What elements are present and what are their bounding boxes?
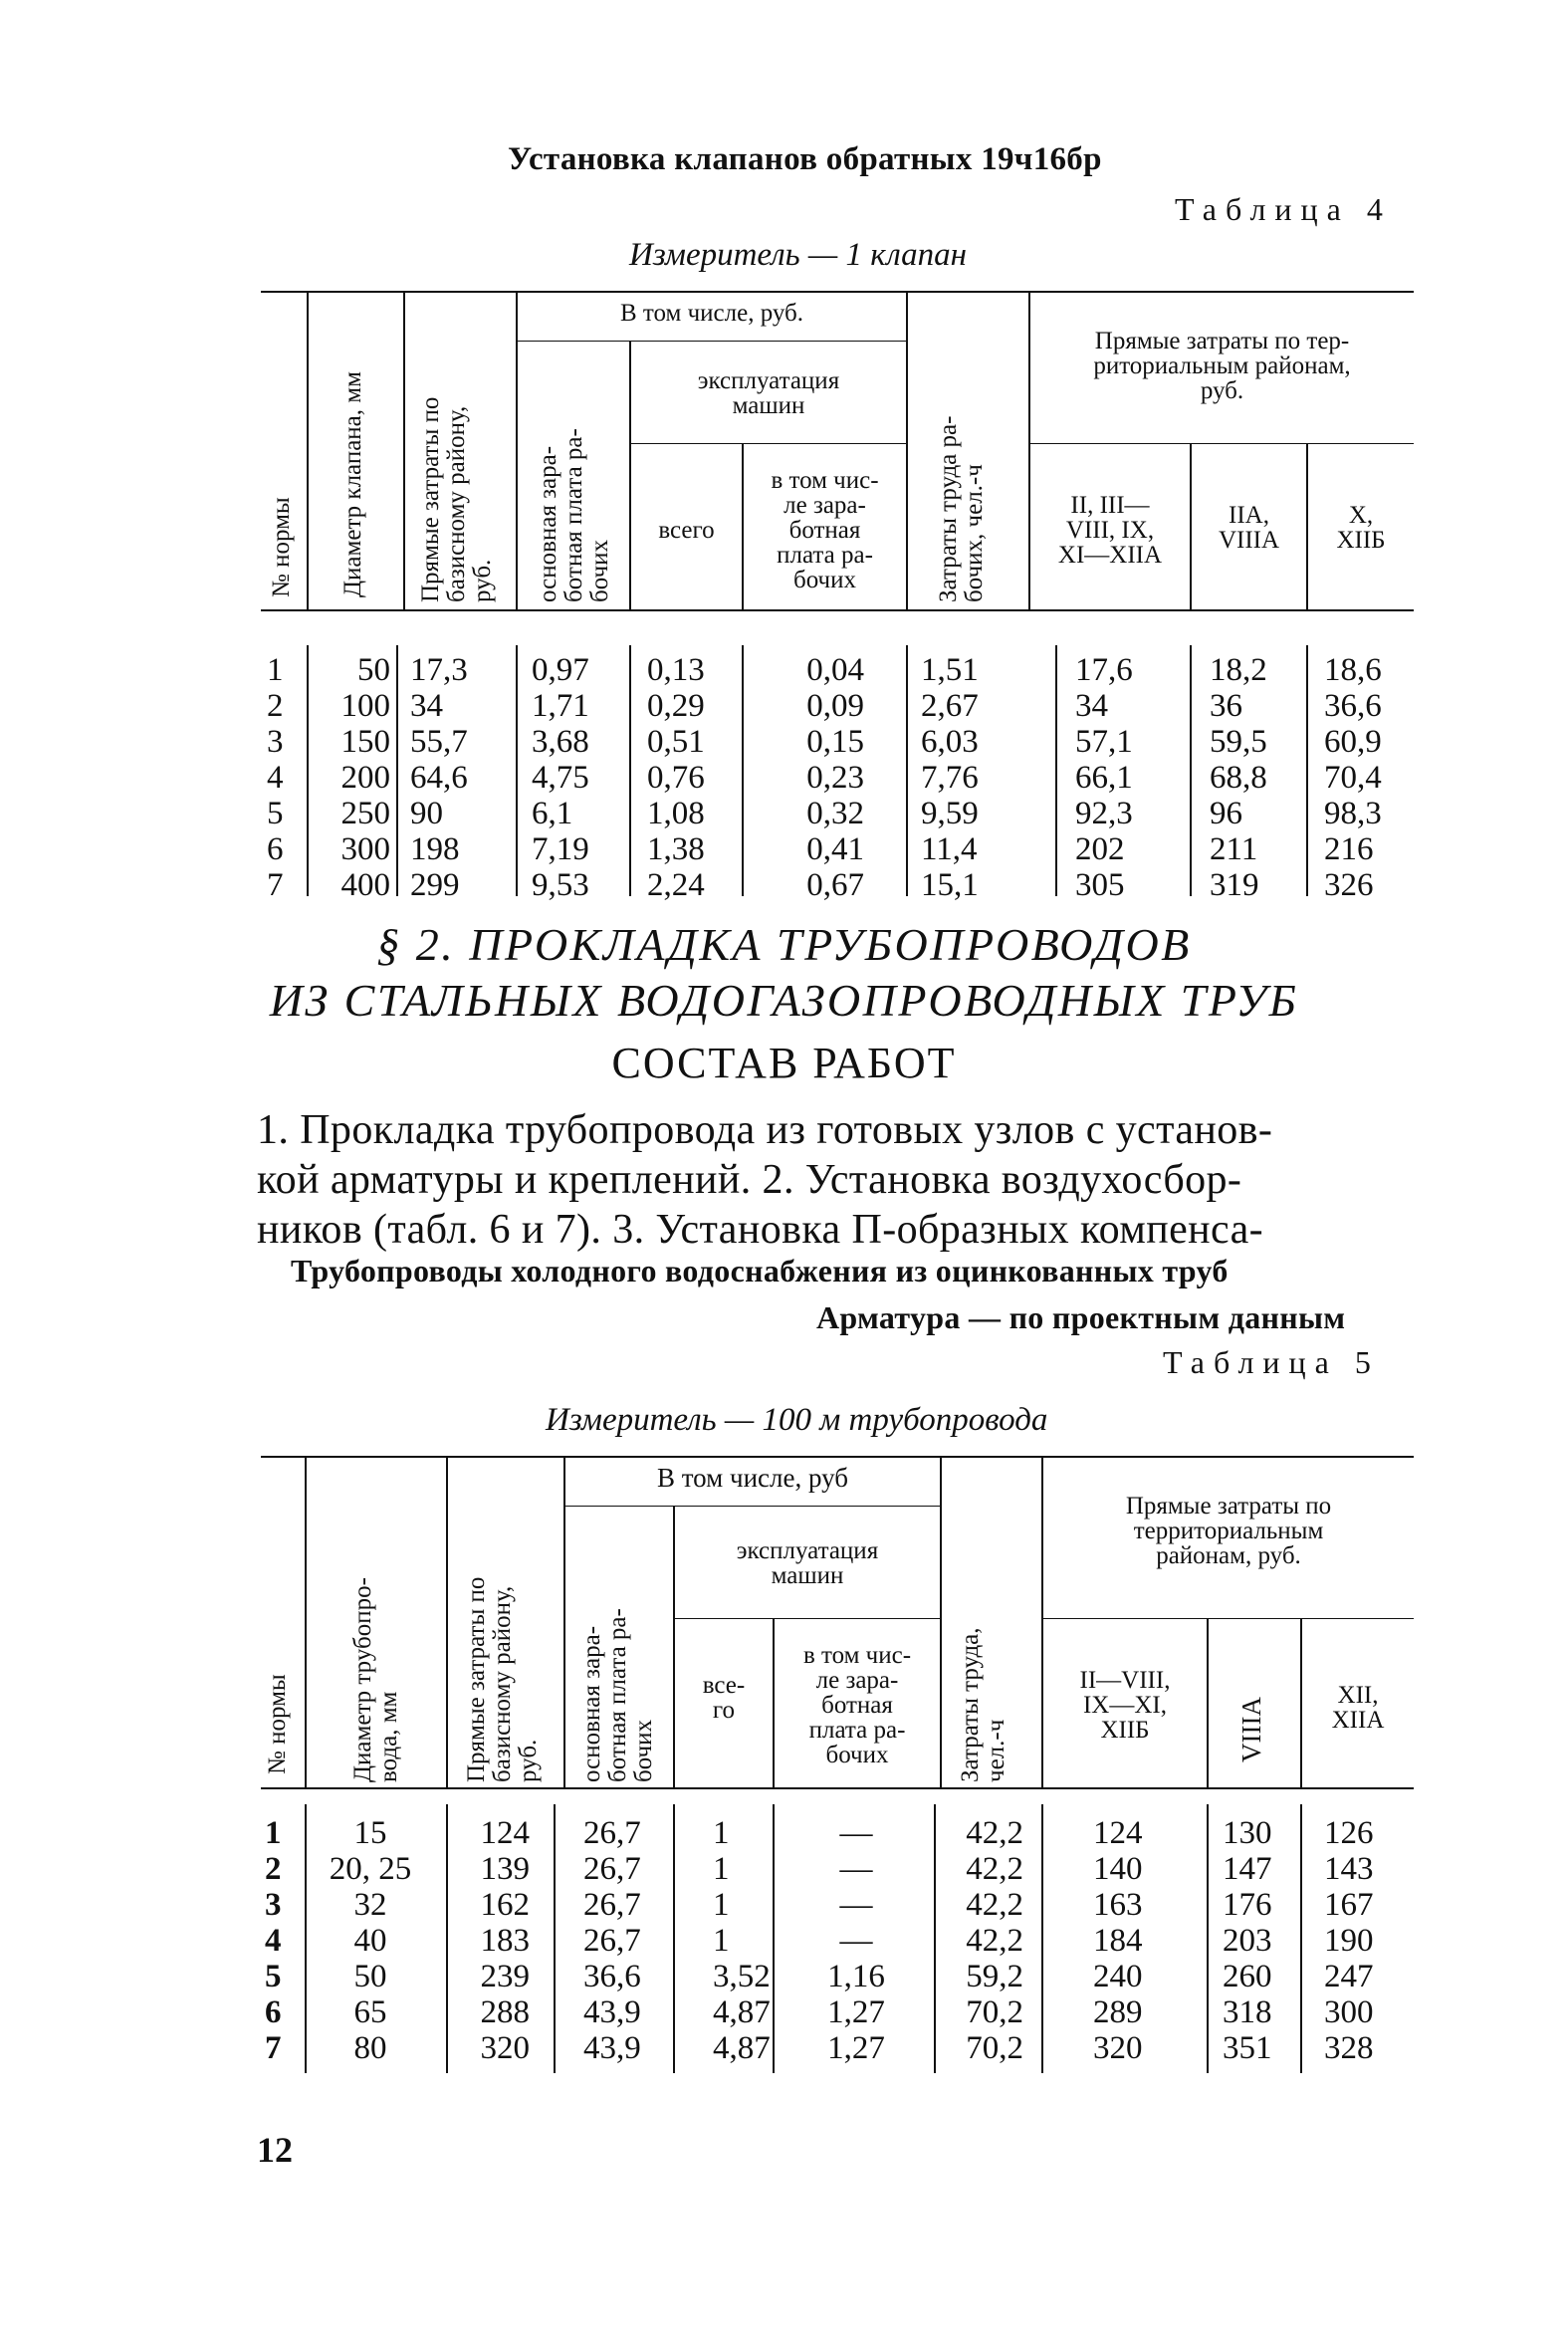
- table-cell: 0,67: [806, 867, 864, 903]
- t5-header-total: все- го: [702, 1672, 746, 1724]
- table-cell: 140: [1093, 1851, 1143, 1887]
- table-cell: 240: [1093, 1959, 1143, 1994]
- table-cell: 200: [340, 760, 390, 796]
- t5-header-terr1: II—VIII, IX—XI, XIIБ: [1079, 1667, 1171, 1744]
- table-cell: 299: [410, 867, 460, 903]
- table-cell: 15,1: [921, 867, 979, 903]
- t5-header-incl: В том числе, руб: [656, 1463, 849, 1493]
- table-cell: 7,76: [921, 760, 979, 796]
- table-cell: 211: [1210, 831, 1258, 867]
- t4-header-incl-wage: в том чис- ле зара- ботная плата ра- бочих: [771, 467, 879, 593]
- table-cell: 0,29: [647, 688, 705, 724]
- table-cell: 318: [1223, 1994, 1272, 2030]
- table-cell: 9,59: [921, 796, 979, 831]
- table-cell: 17,6: [1075, 652, 1133, 688]
- table-cell: 55,7: [410, 724, 468, 760]
- table-cell: 198: [410, 831, 460, 867]
- table-cell: 0,15: [806, 724, 864, 760]
- table-cell: 7,19: [532, 831, 589, 867]
- table-cell: 4: [265, 1923, 282, 1959]
- table-cell: 36,6: [1324, 688, 1382, 724]
- table-cell: 167: [1324, 1887, 1374, 1923]
- table-cell: 1: [265, 1815, 282, 1851]
- table-cell: 50: [353, 1959, 387, 1994]
- table-cell: 1: [713, 1851, 730, 1887]
- table-cell: 2: [267, 688, 284, 724]
- table-cell: —: [839, 1815, 873, 1851]
- table-cell: 2: [265, 1851, 282, 1887]
- table-cell: 1: [713, 1923, 730, 1959]
- t5-header-machines: эксплуатация машин: [736, 1537, 879, 1589]
- table-cell: 6,1: [532, 796, 573, 831]
- table-cell: 1,27: [827, 2030, 885, 2066]
- table-cell: 124: [480, 1815, 530, 1851]
- table-cell: 34: [410, 688, 443, 724]
- t5-header-labor: Затраты труда, чел.-ч: [957, 1627, 1009, 1782]
- table-cell: 0,41: [806, 831, 864, 867]
- table-cell: 400: [340, 867, 390, 903]
- table-cell: 0,23: [806, 760, 864, 796]
- table-cell: 70,2: [966, 2030, 1023, 2066]
- t4-header-basic: основная зара- ботная плата ра- бочих: [535, 428, 613, 602]
- table-cell: 190: [1324, 1923, 1374, 1959]
- t4-header-incl: В том числе, руб.: [619, 300, 804, 327]
- t5-header-incl-wage: в том чис- ле зара- ботная плата ра- бочих: [802, 1642, 912, 1768]
- table-cell: 300: [340, 831, 390, 867]
- table-cell: 124: [1093, 1815, 1143, 1851]
- table-cell: 3,52: [713, 1959, 771, 1994]
- table-cell: 202: [1075, 831, 1125, 867]
- table-cell: 130: [1223, 1815, 1272, 1851]
- table-cell: 150: [340, 724, 390, 760]
- table-cell: 239: [480, 1959, 530, 1994]
- table-cell: 289: [1093, 1994, 1143, 2030]
- table-cell: 100: [340, 688, 390, 724]
- t4-header-terr: Прямые затраты по тер- риториальным районам, руб.: [1093, 328, 1351, 404]
- table-cell: 2,67: [921, 688, 979, 724]
- table-cell: 6,03: [921, 724, 979, 760]
- table-cell: 288: [480, 1994, 530, 2030]
- table-cell: 320: [1093, 2030, 1143, 2066]
- section-heading: СОСТАВ РАБОТ: [611, 1039, 957, 1087]
- table-cell: 66,1: [1075, 760, 1133, 796]
- table-cell: 216: [1324, 831, 1374, 867]
- table-cell: 7: [265, 2030, 282, 2066]
- table-cell: 36: [1210, 688, 1242, 724]
- table-cell: 50: [357, 652, 390, 688]
- table-cell: 260: [1223, 1959, 1272, 1994]
- table-cell: 4,87: [713, 1994, 771, 2030]
- table-cell: 90: [410, 796, 443, 831]
- table-cell: 9,53: [532, 867, 589, 903]
- t4-header-diameter: Диаметр клапана, мм: [339, 371, 366, 597]
- table-cell: 4,87: [713, 2030, 771, 2066]
- table-cell: 15: [353, 1815, 387, 1851]
- table-cell: 40: [353, 1923, 387, 1959]
- table4-title: Установка клапанов обратных 19ч16бр: [508, 141, 1102, 177]
- t4-header-norm: № нормы: [268, 497, 295, 597]
- table-cell: 7: [267, 867, 284, 903]
- table5-subtitle: Арматура — по проектным данным: [816, 1299, 1346, 1335]
- table-cell: 57,1: [1075, 724, 1133, 760]
- page-number: 12: [257, 2130, 293, 2170]
- table-cell: 96: [1210, 796, 1242, 831]
- t4-header-machines: эксплуатация машин: [697, 367, 840, 419]
- table-cell: 250: [340, 796, 390, 831]
- table-cell: 328: [1324, 2030, 1374, 2066]
- table-cell: 59,5: [1210, 724, 1267, 760]
- table-cell: 18,2: [1210, 652, 1267, 688]
- t4-header-terr2: IIA, VIIIA: [1218, 502, 1280, 554]
- table-cell: 300: [1324, 1994, 1374, 2030]
- table-cell: 0,76: [647, 760, 705, 796]
- table4-meter: Измеритель — 1 клапан: [629, 237, 968, 273]
- table-cell: 60,9: [1324, 724, 1382, 760]
- t5-header-terr: Прямые затраты по территориальным районам, руб.: [1125, 1493, 1332, 1569]
- table-cell: 0,32: [806, 796, 864, 831]
- t5-header-norm: № нормы: [264, 1674, 291, 1774]
- section-paragraph: 1. Прокладка трубопровода из готовых узлов с установ- кой арматуры и креплений. 2. Установка воздухосбор- ников (табл. 6 и 7). 3. Установка П-образных компенса-: [257, 1107, 1273, 1253]
- table-cell: 26,7: [583, 1815, 641, 1851]
- table-cell: 80: [353, 2030, 387, 2066]
- table-cell: 147: [1223, 1851, 1272, 1887]
- table-cell: 1,08: [647, 796, 705, 831]
- table-cell: 2,24: [647, 867, 705, 903]
- t4-header-terr3: X, XIIБ: [1336, 502, 1386, 554]
- t5-header-terr3: XII, XIIA: [1331, 1682, 1385, 1734]
- table-cell: —: [839, 1923, 873, 1959]
- t4-header-total: всего: [658, 517, 715, 544]
- table-cell: 26,7: [583, 1887, 641, 1923]
- t5-header-diameter: Диаметр трубопро- вода, мм: [349, 1577, 402, 1782]
- table-cell: 42,2: [966, 1887, 1023, 1923]
- table-cell: 6: [267, 831, 284, 867]
- table-cell: 351: [1223, 2030, 1272, 2066]
- table-cell: 1,71: [532, 688, 589, 724]
- table-cell: 1,16: [827, 1959, 885, 1994]
- table-cell: 43,9: [583, 2030, 641, 2066]
- table-cell: 98,3: [1324, 796, 1382, 831]
- table-cell: 32: [353, 1887, 387, 1923]
- table-cell: 176: [1223, 1887, 1272, 1923]
- table-cell: 203: [1223, 1923, 1272, 1959]
- table4-label: Таблица 4: [1175, 191, 1392, 227]
- table5-label: Таблица 5: [1163, 1344, 1380, 1380]
- table-cell: 34: [1075, 688, 1108, 724]
- table-cell: 1,27: [827, 1994, 885, 2030]
- table-cell: 3: [265, 1887, 282, 1923]
- table-cell: 143: [1324, 1851, 1374, 1887]
- table-cell: 0,97: [532, 652, 589, 688]
- t5-header-basic: основная зара- ботная плата ра- бочих: [578, 1608, 657, 1782]
- table-cell: 139: [480, 1851, 530, 1887]
- table-cell: 42,2: [966, 1923, 1023, 1959]
- table-cell: 163: [1093, 1887, 1143, 1923]
- table-cell: 326: [1324, 867, 1374, 903]
- table-cell: 1: [713, 1887, 730, 1923]
- table-cell: 68,8: [1210, 760, 1267, 796]
- table-cell: 0,51: [647, 724, 705, 760]
- table-cell: 3,68: [532, 724, 589, 760]
- t5-header-terr2: VIIIA: [1236, 1697, 1266, 1762]
- table-cell: 4: [267, 760, 284, 796]
- table-cell: 0,13: [647, 652, 705, 688]
- table-cell: 0,09: [806, 688, 864, 724]
- table-cell: 43,9: [583, 1994, 641, 2030]
- table-cell: 126: [1324, 1815, 1374, 1851]
- table-cell: 92,3: [1075, 796, 1133, 831]
- table5-title: Трубопроводы холодного водоснабжения из оцинкованных труб: [291, 1253, 1229, 1288]
- table-cell: 1,38: [647, 831, 705, 867]
- table-cell: 3: [267, 724, 284, 760]
- section-title-line2: ИЗ СТАЛЬНЫХ ВОДОГАЗОПРОВОДНЫХ ТРУБ: [269, 975, 1299, 1026]
- table-cell: 184: [1093, 1923, 1143, 1959]
- table-cell: 20, 25: [329, 1851, 412, 1887]
- table-cell: 18,6: [1324, 652, 1382, 688]
- table-cell: 26,7: [583, 1923, 641, 1959]
- table-cell: 320: [480, 2030, 530, 2066]
- table-cell: 42,2: [966, 1851, 1023, 1887]
- t4-header-direct: Прямые затраты по базисному району, руб.: [417, 396, 496, 602]
- table-cell: 1,51: [921, 652, 979, 688]
- table-cell: 70,4: [1324, 760, 1382, 796]
- table-cell: 247: [1324, 1959, 1374, 1994]
- table-cell: 1: [267, 652, 284, 688]
- table-cell: 11,4: [921, 831, 978, 867]
- t5-header-direct: Прямые затраты по базисному району, руб.: [463, 1576, 542, 1782]
- table-cell: 183: [480, 1923, 530, 1959]
- table-cell: —: [839, 1887, 873, 1923]
- table-cell: 65: [353, 1994, 387, 2030]
- table-cell: 70,2: [966, 1994, 1023, 2030]
- table-cell: 17,3: [410, 652, 468, 688]
- table-cell: 4,75: [532, 760, 589, 796]
- table-cell: 162: [480, 1887, 530, 1923]
- t4-header-labor: Затраты труда ра- бочих, чел.-ч: [935, 415, 988, 602]
- table-cell: 1: [713, 1815, 730, 1851]
- table-cell: 305: [1075, 867, 1125, 903]
- table-cell: 0,04: [806, 652, 864, 688]
- table-cell: 319: [1210, 867, 1259, 903]
- section-title-line1: § 2. ПРОКЛАДКА ТРУБОПРОВОДОВ: [376, 919, 1192, 970]
- table-cell: 26,7: [583, 1851, 641, 1887]
- table-cell: 64,6: [410, 760, 468, 796]
- table-cell: 5: [265, 1959, 282, 1994]
- t4-header-terr1: II, III— VIII, IX, XI—XIIA: [1057, 492, 1163, 569]
- table-cell: 36,6: [583, 1959, 641, 1994]
- table-cell: 6: [265, 1994, 282, 2030]
- table5-meter: Измеритель — 100 м трубопровода: [546, 1402, 1048, 1438]
- table-cell: —: [839, 1851, 873, 1887]
- table-cell: 42,2: [966, 1815, 1023, 1851]
- table-cell: 5: [267, 796, 284, 831]
- table-cell: 59,2: [966, 1959, 1023, 1994]
